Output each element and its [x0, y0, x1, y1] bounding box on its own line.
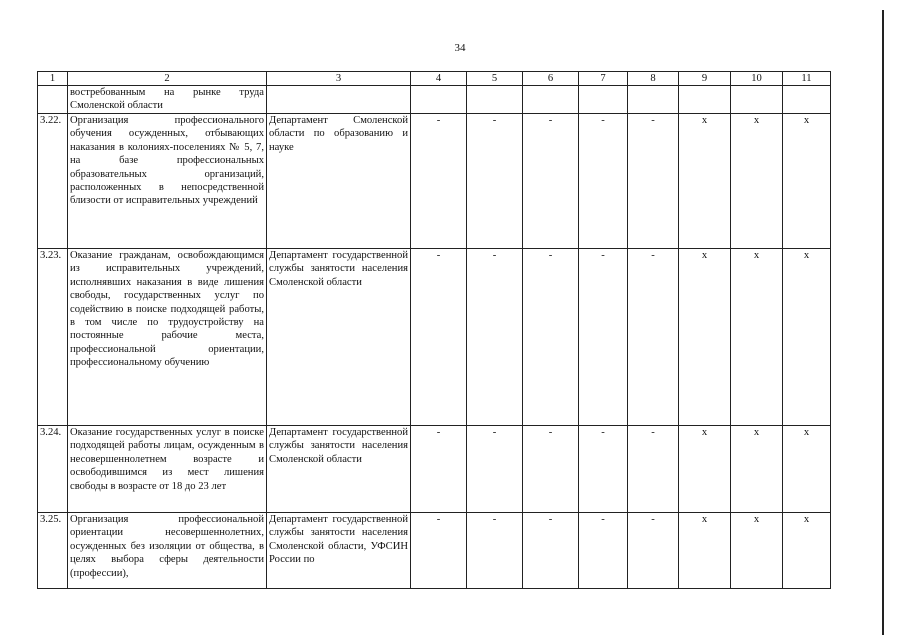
table-row: [38, 426, 831, 513]
value-cell: -: [579, 114, 628, 249]
column-header: 10: [731, 72, 783, 86]
value-cell: -: [628, 513, 679, 589]
column-header: 5: [467, 72, 523, 86]
value-cell: -: [467, 426, 523, 513]
responsible-department: Департамент Смоленской области по образованию и науке: [267, 114, 411, 249]
value-cell: [628, 86, 679, 114]
value-cell: -: [579, 513, 628, 589]
value-cell: -: [411, 426, 467, 513]
row-number: 3.24.: [38, 426, 68, 513]
column-header: 8: [628, 72, 679, 86]
row-number: 3.22.: [38, 114, 68, 249]
value-cell: -: [411, 249, 467, 426]
value-cell: -: [467, 249, 523, 426]
value-cell: [731, 86, 783, 114]
value-cell: -: [523, 114, 579, 249]
responsible-department: Департамент государственной службы занятости населения Смоленской области, УФСИН России по: [267, 513, 411, 589]
measure-description: Оказание государственных услуг в поиске подходящей работы лицам, осужденным в несовершеннолетнем возрасте и освободившимся из мест лишения свободы в возрасте от 18 до 23 лет: [68, 426, 267, 513]
value-cell: [411, 86, 467, 114]
value-cell: х: [679, 513, 731, 589]
measure-description: востребованным на рынке труда Смоленской области: [68, 86, 267, 114]
value-cell: [467, 86, 523, 114]
value-cell: [523, 86, 579, 114]
value-cell: х: [783, 513, 831, 589]
value-cell: -: [523, 426, 579, 513]
row-number: 3.23.: [38, 249, 68, 426]
value-cell: -: [467, 114, 523, 249]
value-cell: х: [783, 114, 831, 249]
column-number-row: [38, 72, 831, 86]
value-cell: -: [628, 114, 679, 249]
table-row: [38, 86, 831, 114]
value-cell: -: [523, 249, 579, 426]
value-cell: х: [731, 513, 783, 589]
value-cell: х: [731, 426, 783, 513]
column-header: 6: [523, 72, 579, 86]
column-header: 3: [267, 72, 411, 86]
page-number: 34: [454, 42, 466, 54]
column-header: 4: [411, 72, 467, 86]
value-cell: -: [628, 249, 679, 426]
table-row: [38, 114, 831, 249]
value-cell: -: [579, 249, 628, 426]
measure-description: Оказание гражданам, освобождающимся из исправительных учреждений, исполнявших наказания в виде лишения свободы, государственных услуг по содействию в поиске подходящей работы, в том числе по трудоустройству на постоянные рабочие места, профессиональной ориентации, профессиональному обучению: [68, 249, 267, 426]
column-header: 7: [579, 72, 628, 86]
program-measures-table: [37, 71, 831, 589]
value-cell: -: [628, 426, 679, 513]
value-cell: [579, 86, 628, 114]
value-cell: х: [783, 249, 831, 426]
row-number: [38, 86, 68, 114]
column-header: 11: [783, 72, 831, 86]
value-cell: -: [467, 513, 523, 589]
column-header: 1: [38, 72, 68, 86]
value-cell: [783, 86, 831, 114]
value-cell: х: [679, 426, 731, 513]
measure-description: Организация профессионального обучения осужденных, отбывающих наказания в колониях-поселениях № 5, 7, на базе профессиональных образовательных организаций, расположенных в непосредственной близости от исправительных учреждений: [68, 114, 267, 249]
responsible-department: [267, 86, 411, 114]
responsible-department: Департамент государственной службы занятости населения Смоленской области: [267, 249, 411, 426]
value-cell: х: [679, 114, 731, 249]
value-cell: х: [731, 114, 783, 249]
value-cell: -: [411, 513, 467, 589]
row-number: 3.25.: [38, 513, 68, 589]
page-edge-rule: [882, 10, 884, 635]
value-cell: -: [579, 426, 628, 513]
value-cell: х: [679, 249, 731, 426]
measure-description: Организация профессиональной ориентации несовершеннолетних, осужденных без изоляции от общества, в целях выбора сферы деятельности (профессии),: [68, 513, 267, 589]
value-cell: х: [731, 249, 783, 426]
value-cell: -: [411, 114, 467, 249]
responsible-department: Департамент государственной службы занятости населения Смоленской области: [267, 426, 411, 513]
column-header: 9: [679, 72, 731, 86]
column-header: 2: [68, 72, 267, 86]
value-cell: [679, 86, 731, 114]
table-row: [38, 249, 831, 426]
value-cell: -: [523, 513, 579, 589]
value-cell: х: [783, 426, 831, 513]
table-row: [38, 513, 831, 589]
